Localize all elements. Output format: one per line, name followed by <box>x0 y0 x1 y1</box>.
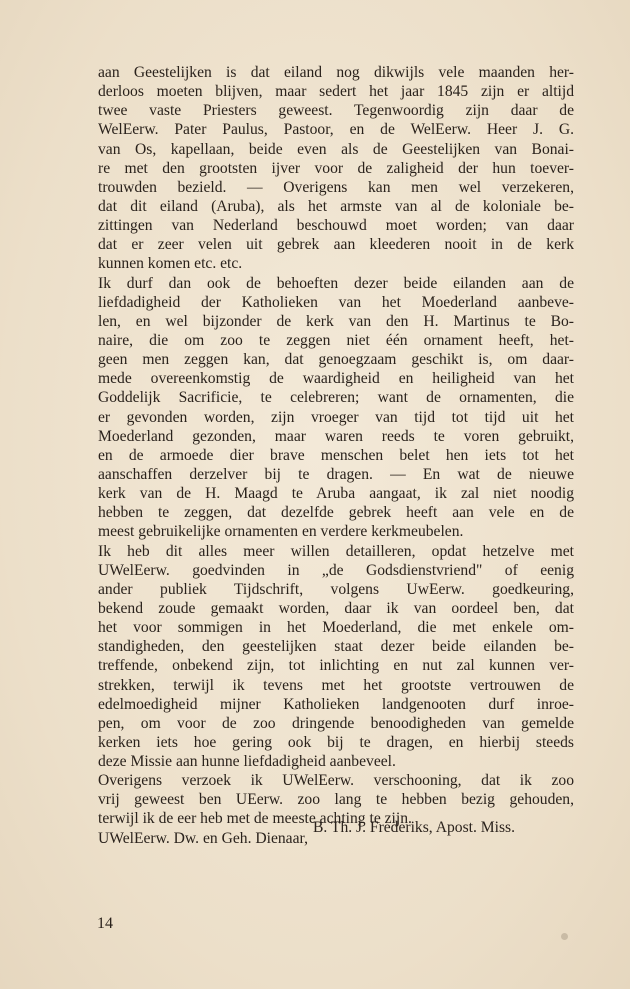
text-line: aan Geestelijken is dat eiland nog dikwijls vele maanden her- <box>98 64 574 81</box>
text-line: hebben te zeggen, dat dezelfde gebrek heeft aan vele en de <box>98 504 574 522</box>
text-line: len, en wel bijzonder de kerk van den H. Martinus te Bo- <box>98 312 574 330</box>
text-line: dat er zeer velen uit gebrek aan kleederen nooit in de kerk <box>98 236 574 254</box>
text-line: kerken iets hoe gering ook bij te dragen, en hierbij steeds <box>98 733 574 751</box>
text-line: en de armoede dier brave menschen belet hen iets tot het <box>98 446 574 464</box>
text-line: deze Missie aan hunne liefdadigheid aanbeveel. <box>98 753 396 771</box>
text-line: terwijl ik de eer heb met de meeste achting te zijn. <box>98 810 412 828</box>
text-line: naire, die om zoo te zeggen niet één ornament heeft, het- <box>98 331 574 349</box>
text-line: er gevonden worden, zijn vroeger van tijd tot tijd uit het <box>98 408 574 426</box>
text-line: twee vaste Priesters geweest. Tegenwoordig zijn daar de <box>98 102 574 120</box>
signature: B. Th. J. Frederiks, Apost. Miss. <box>313 819 516 836</box>
text-line: zittingen van Nederland beschouwd moet worden; van daar <box>98 217 574 235</box>
text-line: pen, om voor de zoo dringende benoodigheden van gemelde <box>98 714 574 732</box>
text-line: trouwden bezield. — Overigens kan men wel verzekeren, <box>98 178 574 196</box>
paper-spot <box>561 933 568 940</box>
text-line: dat dit eiland (Aruba), als het armste van al de koloniale be- <box>98 197 574 215</box>
text-line: strekken, terwijl ik tevens met het grootste vertrouwen de <box>98 676 574 694</box>
text-line: Overigens verzoek ik UWelEerw. verschooning, dat ik zoo <box>98 772 574 790</box>
text-line: derloos moeten blijven, maar sedert het jaar 1845 zijn er altijd <box>98 83 574 101</box>
text-line: kerk van de H. Maagd te Aruba aangaat, ik zal niet noodig <box>98 485 574 503</box>
text-line: edelmoedigheid mijner Katholieken landgenooten durf inroe- <box>98 695 574 713</box>
text-line: Goddelijk Sacrificie, te celebreren; want de ornamenten, die <box>98 389 574 407</box>
text-line: Ik durf dan ook de behoeften dezer beide eilanden aan de <box>98 274 574 292</box>
text-line: liefdadigheid der Katholieken van het Moederland aanbeve- <box>98 293 574 311</box>
closing-salutation: UWelEerw. Dw. en Geh. Dienaar, <box>98 829 308 847</box>
text-line: aanschaffen derzelver bij te dragen. — En wat de nieuwe <box>98 465 574 483</box>
text-line: kunnen komen etc. etc. <box>98 255 243 273</box>
text-line: Ik heb dit alles meer willen detailleren, opdat hetzelve met <box>98 542 574 560</box>
text-line: standigheden, den geestelijken staat dezer beide eilanden be- <box>98 638 574 656</box>
text-line: bekend zoude gemaakt worden, daar ik van oordeel ben, dat <box>98 599 574 617</box>
text-line: vrij geweest ben UEerw. zoo lang te hebben bezig gehouden, <box>98 791 574 809</box>
text-line: UWelEerw. goedvinden in „de Godsdienstvriend" of eenig <box>98 561 574 579</box>
text-line: WelEerw. Pater Paulus, Pastoor, en de WelEerw. Heer J. G. <box>98 121 574 139</box>
text-line: Moederland gezonden, maar waren reeds te voren gebruikt, <box>98 427 574 445</box>
text-line: het voor sommigen in het Moederland, die met enkele om- <box>98 619 574 637</box>
text-line: re met den grootsten ijver voor de zaligheid der hun toever- <box>98 159 574 177</box>
body-text <box>98 63 574 848</box>
page-number: 14 <box>97 915 113 932</box>
text-line: van Os, kapellaan, beide even als de Geestelijken van Bonai- <box>98 140 574 158</box>
text-line: treffende, onbekend zijn, tot inlichting en nut zal kunnen ver- <box>98 657 574 675</box>
text-line: geen men zeggen kan, dat genoegzaam geschikt is, om daar- <box>98 351 574 369</box>
text-line: ander publiek Tijdschrift, volgens UwEerw. goedkeuring, <box>98 580 574 598</box>
text-line: meest gebruikelijke ornamenten en verdere kerkmeubelen. <box>98 523 464 541</box>
text-line: mede overeenkomstig de waardigheid en heiligheid van het <box>98 370 574 388</box>
